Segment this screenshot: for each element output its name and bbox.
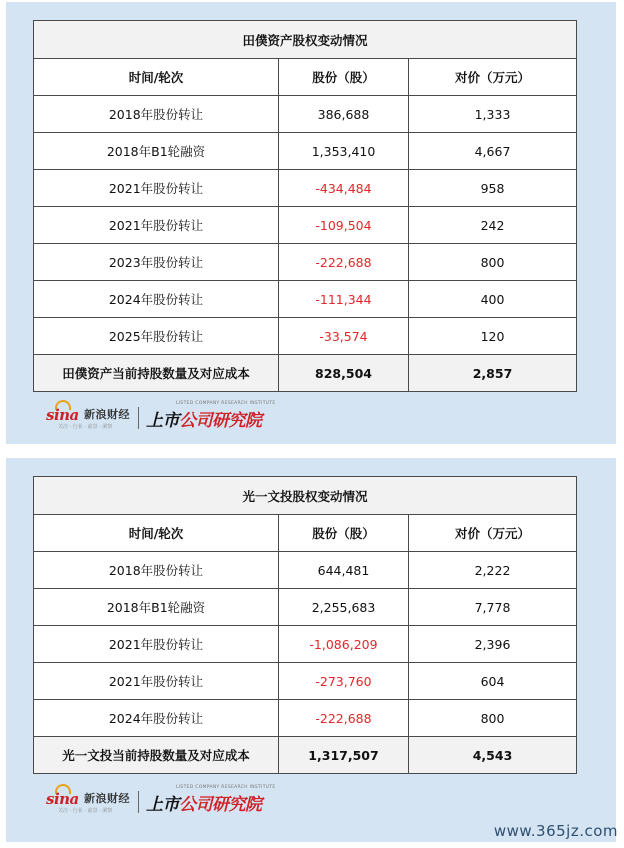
table-row — [34, 96, 577, 133]
table-row — [34, 700, 577, 737]
equity-panel-2 — [6, 458, 616, 842]
table-row — [34, 589, 577, 626]
total-row — [34, 737, 577, 774]
total-shares: 1,317,507 — [279, 737, 409, 774]
table-row — [34, 318, 577, 355]
cell-price: 400 — [409, 281, 577, 318]
table-row — [34, 552, 577, 589]
cell-period: 2021年股份转让 — [34, 207, 279, 244]
cell-period: 2018年B1轮融资 — [34, 133, 279, 170]
cell-shares: 2,255,683 — [279, 589, 409, 626]
total-label: 光一文投当前持股数量及对应成本 — [34, 737, 279, 774]
cell-price: 800 — [409, 244, 577, 281]
table-title: 光一文投股权变动情况 — [34, 477, 577, 515]
cell-price: 4,667 — [409, 133, 577, 170]
research-logo-part-b: 公司研究院 — [179, 795, 262, 815]
research-institute-logo — [146, 790, 262, 815]
cell-price: 800 — [409, 700, 577, 737]
table-row — [34, 626, 577, 663]
cell-period: 2018年股份转让 — [34, 552, 279, 589]
cell-price: 604 — [409, 663, 577, 700]
brand-footer — [46, 401, 306, 432]
equity-panel-1 — [6, 2, 616, 444]
header-shares: 股份（股） — [279, 59, 409, 96]
cell-price: 958 — [409, 170, 577, 207]
table-title: 田僕资产股权变动情况 — [34, 21, 577, 59]
equity-table — [33, 476, 577, 774]
table-row — [34, 133, 577, 170]
cell-price: 1,333 — [409, 96, 577, 133]
cell-period: 2024年股份转让 — [34, 281, 279, 318]
total-price: 4,543 — [409, 737, 577, 774]
cell-shares: -222,688 — [279, 700, 409, 737]
cell-shares: -222,688 — [279, 244, 409, 281]
table-row — [34, 663, 577, 700]
header-period: 时间/轮次 — [34, 59, 279, 96]
cell-shares: -111,344 — [279, 281, 409, 318]
cell-price: 120 — [409, 318, 577, 355]
sina-finance-name: 新浪财经 — [84, 408, 130, 421]
cell-shares: -434,484 — [279, 170, 409, 207]
research-institute-logo — [146, 406, 262, 431]
cell-period: 2025年股份转让 — [34, 318, 279, 355]
research-logo-part-a: 上市 — [146, 411, 179, 431]
header-shares: 股份（股） — [279, 515, 409, 552]
site-watermark: www.365jz.com — [493, 822, 618, 840]
sina-logo: sina — [46, 790, 79, 808]
total-row — [34, 355, 577, 392]
cell-price: 7,778 — [409, 589, 577, 626]
sina-finance-name: 新浪财经 — [84, 792, 130, 805]
research-tagline: LISTED COMPANY RESEARCH INSTITUTE — [176, 401, 276, 406]
cell-shares: 1,353,410 — [279, 133, 409, 170]
table-row — [34, 207, 577, 244]
cell-period: 2021年股份转让 — [34, 663, 279, 700]
cell-period: 2021年股份转让 — [34, 170, 279, 207]
cell-period: 2018年股份转让 — [34, 96, 279, 133]
header-period: 时间/轮次 — [34, 515, 279, 552]
cell-period: 2023年股份转让 — [34, 244, 279, 281]
cell-period: 2024年股份转让 — [34, 700, 279, 737]
total-price: 2,857 — [409, 355, 577, 392]
cell-shares: -109,504 — [279, 207, 409, 244]
sina-logo: sina — [46, 406, 79, 424]
header-price: 对价（万元） — [409, 59, 577, 96]
sina-tagline: 关注 · 行业 · 前景 · 洞察 — [58, 808, 113, 814]
table-title-row — [34, 477, 577, 515]
header-price: 对价（万元） — [409, 515, 577, 552]
logo-divider — [138, 407, 139, 429]
table-title-row — [34, 21, 577, 59]
total-shares: 828,504 — [279, 355, 409, 392]
brand-footer — [46, 785, 306, 816]
sina-tagline: 关注 · 行业 · 前景 · 洞察 — [58, 424, 113, 430]
equity-table-body — [34, 21, 577, 392]
equity-table-body — [34, 477, 577, 774]
equity-table — [33, 20, 577, 392]
cell-shares: -1,086,209 — [279, 626, 409, 663]
cell-period: 2018年B1轮融资 — [34, 589, 279, 626]
cell-shares: -273,760 — [279, 663, 409, 700]
table-row — [34, 281, 577, 318]
table-row — [34, 170, 577, 207]
cell-period: 2021年股份转让 — [34, 626, 279, 663]
research-logo-part-b: 公司研究院 — [179, 411, 262, 431]
cell-shares: -33,574 — [279, 318, 409, 355]
total-label: 田僕资产当前持股数量及对应成本 — [34, 355, 279, 392]
cell-shares: 644,481 — [279, 552, 409, 589]
cell-price: 2,222 — [409, 552, 577, 589]
logo-divider — [138, 791, 139, 813]
cell-price: 2,396 — [409, 626, 577, 663]
table-header-row — [34, 515, 577, 552]
table-header-row — [34, 59, 577, 96]
table-row — [34, 244, 577, 281]
cell-price: 242 — [409, 207, 577, 244]
research-logo-part-a: 上市 — [146, 795, 179, 815]
cell-shares: 386,688 — [279, 96, 409, 133]
research-tagline: LISTED COMPANY RESEARCH INSTITUTE — [176, 785, 276, 790]
